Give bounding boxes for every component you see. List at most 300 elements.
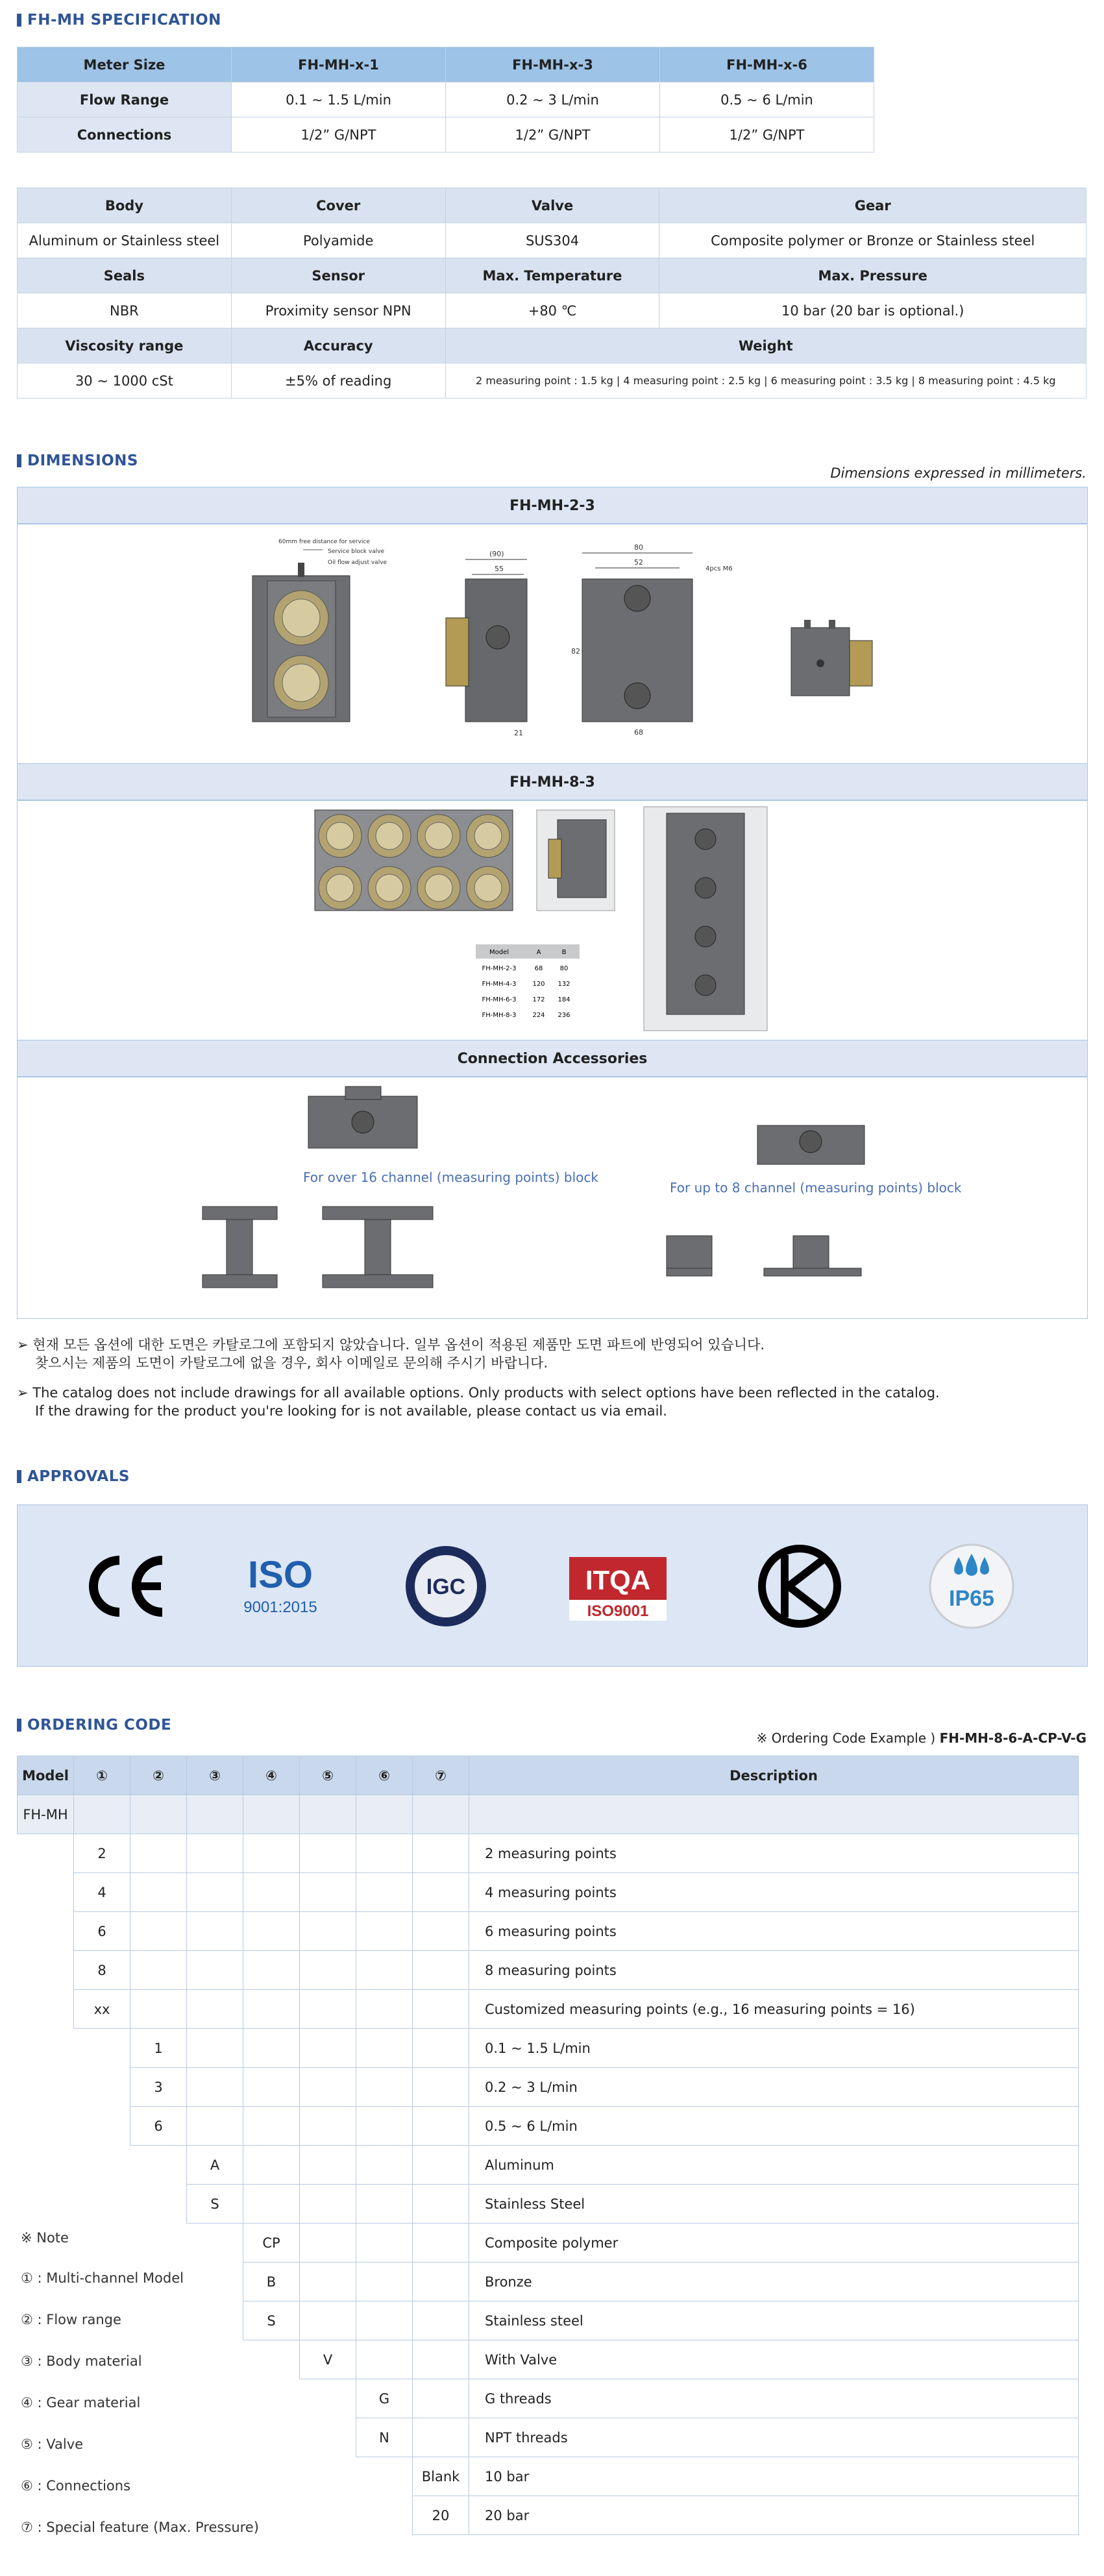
kc-mark-icon: [751, 1541, 848, 1632]
spacer-cell: [130, 2301, 187, 2340]
ce-mark-icon: [79, 1541, 177, 1632]
empty-cell: [243, 2146, 300, 2185]
option-code-cell: xx: [74, 1990, 130, 2029]
accuracy-value: ±5% of reading: [231, 363, 445, 399]
empty-cell: [243, 2107, 300, 2146]
model-column-header: Model: [18, 1756, 74, 1795]
port-hole: [695, 975, 716, 996]
option-code-cell: A: [187, 2146, 243, 2185]
dim-52: 52: [634, 558, 643, 567]
connections-x3: 1/2” G/NPT: [446, 117, 660, 153]
empty-cell: [356, 2068, 413, 2107]
panel-header-connection-accessories: Connection Accessories: [17, 1040, 1088, 1077]
empty-cell: [413, 2263, 469, 2301]
model-table-cell: 236: [558, 1012, 570, 1019]
section-bullet: [17, 454, 21, 467]
spacer-cell: [187, 2457, 243, 2496]
spec-title-text: FH-MH SPECIFICATION: [27, 12, 221, 29]
legend-text: : Connections: [32, 2478, 131, 2494]
empty-cell: [243, 1795, 300, 1834]
option-description-cell: NPT threads: [469, 2418, 1079, 2457]
empty-cell: [187, 2029, 243, 2068]
approvals-title-text: APPROVALS: [27, 1468, 130, 1485]
ordering-row: [18, 2029, 1079, 2068]
empty-cell: [300, 1951, 356, 1990]
empty-cell: [187, 1990, 243, 2029]
legend-item: [21, 2436, 83, 2452]
option-code-cell: 3: [130, 2068, 187, 2107]
empty-cell: [413, 2185, 469, 2224]
gear-value: Composite polymer or Bronze or Stainless steel: [659, 223, 1086, 258]
viscosity-value: 30 ~ 1000 cSt: [18, 363, 232, 399]
legend-text: : Special feature (Max. Pressure): [32, 2520, 259, 2535]
dim-55: 55: [495, 565, 504, 573]
spacer-cell: [356, 2496, 413, 2535]
option-code-cell: 1: [130, 2029, 187, 2068]
empty-cell: [243, 1873, 300, 1912]
flow-range-label: Flow Range: [18, 82, 232, 117]
option-column-header: ③: [187, 1756, 243, 1795]
model-table-cell: 172: [532, 996, 545, 1003]
model-x6-header: FH-MH-x-6: [660, 47, 874, 82]
approvals-section-title: [17, 1468, 130, 1485]
dim-4pcs-m6: 4pcs M6: [705, 565, 733, 572]
model-x3-header: FH-MH-x-3: [446, 47, 660, 82]
empty-cell: [300, 2224, 356, 2263]
flow-range-x1: 0.1 ~ 1.5 L/min: [232, 82, 446, 117]
gear-header: Gear: [659, 188, 1086, 223]
empty-cell: [243, 1834, 300, 1873]
dim-90: (90): [489, 550, 504, 558]
option-code-cell: Blank: [413, 2457, 469, 2496]
model-table-cell: FH-MH-2-3: [482, 965, 517, 972]
legend-item: [21, 2520, 259, 2535]
ordering-row: [18, 2418, 1079, 2457]
panel-header-fh-mh-8-3: FH-MH-8-3: [17, 763, 1088, 801]
dim-82: 82: [571, 647, 580, 656]
option-description-cell: 0.2 ~ 3 L/min: [469, 2068, 1079, 2107]
itqa-logo-subtext: ISO9001: [587, 1602, 649, 1620]
empty-cell: [356, 1873, 413, 1912]
option-description-cell: 0.5 ~ 6 L/min: [469, 2107, 1079, 2146]
note-ko-line1: 현재 모든 옵션에 대한 도면은 카탈로그에 포함되지 않았습니다. 일부 옵션이 적용된 제품만 도면 파트에 반영되어 있습니다.: [32, 1337, 765, 1353]
empty-cell: [130, 1834, 187, 1873]
acc-right-caption: For up to 8 channel (measuring points) block: [670, 1180, 962, 1196]
option-description-cell: G threads: [469, 2379, 1079, 2418]
option-code-cell: G: [356, 2379, 413, 2418]
model-table-cell: FH-MH-4-3: [482, 981, 517, 988]
dim-68: 68: [634, 728, 643, 737]
flow-range-x3: 0.2 ~ 3 L/min: [446, 82, 660, 117]
model-table-cell: 184: [558, 996, 570, 1003]
ordering-row: [18, 2457, 1079, 2496]
empty-cell: [413, 2340, 469, 2379]
spacer-cell: [187, 2301, 243, 2340]
model-table-cell: 120: [532, 981, 545, 988]
callout-service-valve: Service block valve: [328, 548, 385, 555]
empty-cell: [300, 2107, 356, 2146]
model-table-cell: FH-MH-6-3: [482, 996, 517, 1003]
ordering-example: [756, 1730, 1086, 1746]
spacer-cell: [18, 1873, 74, 1912]
option-code-cell: N: [356, 2418, 413, 2457]
spacer-cell: [187, 2418, 243, 2457]
spacer-cell: [18, 2029, 74, 2068]
spacer-cell: [74, 2029, 130, 2068]
ordering-row: [18, 2185, 1079, 2224]
model-table-cell: 80: [559, 965, 569, 972]
spacer-cell: [243, 2379, 300, 2418]
body-value: Aluminum or Stainless steel: [18, 223, 232, 258]
empty-cell: [300, 2068, 356, 2107]
viscosity-header: Viscosity range: [18, 328, 232, 363]
gear-window-inner: [326, 822, 354, 850]
callout-oil-flow-valve: Oil flow adjust valve: [328, 559, 387, 566]
port-hole: [695, 829, 716, 850]
port-hole: [695, 926, 716, 947]
model-table-cell: FH-MH-8-3: [482, 1012, 517, 1019]
spacer-cell: [74, 2224, 130, 2263]
ordering-example-code: FH-MH-8-6-A-CP-V-G: [939, 1730, 1086, 1746]
note-ko-line2: 찾으시는 제품의 도면이 카탈로그에 없을 경우, 회사 이메일로 문의해 주시기 바랍니다.: [35, 1355, 548, 1371]
empty-cell: [413, 2029, 469, 2068]
empty-cell: [413, 2224, 469, 2263]
empty-cell: [413, 1990, 469, 2029]
option-description-cell: Stainless steel: [469, 2301, 1079, 2340]
spacer-cell: [130, 2418, 187, 2457]
panel-header-fh-mh-2-3: FH-MH-2-3: [17, 487, 1088, 524]
valve-value: SUS304: [445, 223, 659, 258]
empty-cell: [413, 2146, 469, 2185]
empty-cell: [130, 1951, 187, 1990]
option-description-cell: 10 bar: [469, 2457, 1079, 2496]
iso-logo-subtext: 9001:2015: [243, 1599, 317, 1616]
ordering-row: [18, 2107, 1079, 2146]
empty-cell: [413, 1834, 469, 1873]
ordering-row: [18, 1990, 1079, 2029]
gear-window-inner: [474, 874, 502, 902]
cover-value: Polyamide: [231, 223, 445, 258]
model-table-cell: 132: [558, 981, 570, 988]
weight-value: 2 measuring point : 1.5 kg | 4 measuring point : 2.5 kg | 6 measuring point : 3.5 kg | 8 measuring point : 4.5 kg: [445, 363, 1086, 399]
empty-cell: [187, 1951, 243, 1990]
gear-window-inner: [326, 874, 354, 902]
note-english: [17, 1384, 940, 1420]
model-table-header-b: B: [561, 949, 567, 956]
spacer-cell: [18, 1912, 74, 1951]
callout-free-distance: 60mm free distance for service: [278, 539, 370, 545]
spacer-cell: [130, 2457, 187, 2496]
itqa-logo-text: ITQA: [585, 1565, 651, 1595]
option-code-cell: 8: [74, 1951, 130, 1990]
max-pressure-header: Max. Pressure: [659, 258, 1086, 293]
option-column-header: ①: [74, 1756, 130, 1795]
empty-cell: [356, 2146, 413, 2185]
spacer-cell: [187, 2340, 243, 2379]
option-column-header: ⑤: [300, 1756, 356, 1795]
empty-cell: [187, 1795, 243, 1834]
section-bullet: [17, 14, 21, 27]
legend-text: : Gear material: [32, 2395, 141, 2410]
note-korean: [17, 1336, 765, 1372]
spacer-cell: [18, 2068, 74, 2107]
option-description-cell: Aluminum: [469, 2146, 1079, 2185]
empty-cell: [413, 1912, 469, 1951]
empty-cell: [356, 2340, 413, 2379]
empty-cell: [300, 1795, 356, 1834]
spacer-cell: [300, 2457, 356, 2496]
legend-text: : Flow range: [32, 2312, 121, 2327]
note-en-line2: If the drawing for the product you're looking for is not available, please contact us via email.: [35, 1403, 667, 1419]
empty-cell: [300, 2301, 356, 2340]
max-temperature-header: Max. Temperature: [445, 258, 659, 293]
empty-cell: [243, 2068, 300, 2107]
empty-cell: [413, 1873, 469, 1912]
seals-header: Seals: [18, 258, 232, 293]
spacer-cell: [18, 2146, 74, 2185]
legend-item: [21, 2312, 121, 2327]
model-table-cell: 224: [532, 1012, 545, 1019]
model-cell: FH-MH: [18, 1795, 74, 1834]
section-bullet: [17, 1470, 21, 1483]
empty-cell: [187, 1912, 243, 1951]
spacer-cell: [300, 2418, 356, 2457]
empty-cell: [130, 1990, 187, 2029]
seals-value: NBR: [18, 293, 232, 328]
legend-text: : Valve: [32, 2436, 84, 2452]
empty-cell: [356, 1912, 413, 1951]
meter-size-header: Meter Size: [18, 47, 232, 82]
option-code-cell: S: [187, 2185, 243, 2224]
empty-cell: [413, 2379, 469, 2418]
model-table-cell: 68: [534, 965, 543, 972]
igc-logo-text: IGC: [426, 1575, 466, 1599]
empty-cell: [187, 1873, 243, 1912]
option-description-cell: 4 measuring points: [469, 1873, 1079, 1912]
spacer-cell: [187, 2224, 243, 2263]
empty-cell: [300, 2029, 356, 2068]
empty-cell: [300, 2263, 356, 2301]
ordering-section-title: [17, 1717, 171, 1734]
legend-number: ②: [21, 2312, 33, 2327]
approvals-panel: [17, 1504, 1088, 1667]
empty-cell: [300, 2185, 356, 2224]
legend-number: ①: [21, 2270, 33, 2286]
gear-window-inner: [425, 874, 452, 902]
ordering-row: [18, 2340, 1079, 2379]
option-column-header: ⑦: [413, 1756, 469, 1795]
legend-item: [21, 2478, 130, 2494]
empty-cell: [413, 2418, 469, 2457]
empty-cell: [356, 1795, 413, 1834]
option-code-cell: CP: [243, 2224, 300, 2263]
option-code-cell: 6: [130, 2107, 187, 2146]
spacer-cell: [74, 2185, 130, 2224]
iso-9001-2015-icon: [232, 1541, 329, 1632]
spacer-cell: [243, 2340, 300, 2379]
option-description-cell: 20 bar: [469, 2496, 1079, 2535]
option-description-cell: Customized measuring points (e.g., 16 measuring points = 16): [469, 1990, 1079, 2029]
empty-cell: [74, 1795, 130, 1834]
option-code-cell: V: [300, 2340, 356, 2379]
empty-cell: [243, 2029, 300, 2068]
ordering-row: [18, 1834, 1079, 1873]
ordering-row: [18, 2379, 1079, 2418]
empty-cell: [187, 2068, 243, 2107]
description-column-header: Description: [469, 1756, 1079, 1795]
ordering-row: [18, 2224, 1079, 2263]
spacer-cell: [130, 2185, 187, 2224]
connections-x1: 1/2” G/NPT: [232, 117, 446, 153]
legend-number: ⑥: [21, 2478, 33, 2494]
spacer-cell: [18, 1834, 74, 1873]
empty-cell: [413, 2068, 469, 2107]
weight-header: Weight: [445, 328, 1086, 363]
empty-cell: [130, 1795, 187, 1834]
empty-cell: [413, 2301, 469, 2340]
legend-title: ※ Note: [21, 2230, 69, 2246]
legend-number: ③: [21, 2353, 33, 2369]
material-spec-table: [17, 188, 1086, 399]
legend-number: ④: [21, 2395, 33, 2410]
option-code-cell: 2: [74, 1834, 130, 1873]
ordering-row: [18, 2068, 1079, 2107]
spacer-cell: [300, 2379, 356, 2418]
gear-window-inner: [474, 822, 502, 850]
empty-cell: [356, 1834, 413, 1873]
fh-mh-2-3-drawing: [18, 524, 1087, 764]
ip65-icon: [923, 1541, 1020, 1632]
spacer-cell: [243, 2457, 300, 2496]
legend-text: : Multi-channel Model: [32, 2270, 184, 2286]
dim-21: 21: [514, 729, 523, 737]
spacer-cell: [18, 1951, 74, 1990]
drawing-panel-fh-mh-2-3: [17, 523, 1088, 765]
max-pressure-value: 10 bar (20 bar is optional.): [659, 293, 1086, 328]
note-bullet-icon: ➢: [17, 1385, 33, 1401]
sensor-value: Proximity sensor NPN: [231, 293, 445, 328]
empty-cell: [187, 1834, 243, 1873]
model-x1-header: FH-MH-x-1: [232, 47, 446, 82]
empty-cell: [356, 2107, 413, 2146]
option-column-header: ④: [243, 1756, 300, 1795]
acc-left-caption: For over 16 channel (measuring points) block: [303, 1170, 598, 1185]
option-description-cell: 8 measuring points: [469, 1951, 1079, 1990]
option-code-cell: 4: [74, 1873, 130, 1912]
ordering-example-label: ※ Ordering Code Example ): [756, 1730, 936, 1746]
option-description-cell: With Valve: [469, 2340, 1079, 2379]
empty-cell: [243, 1990, 300, 2029]
empty-cell: [300, 1873, 356, 1912]
legend-text: : Body material: [32, 2353, 142, 2369]
fh-mh-8-3-drawing: [18, 800, 1087, 1040]
legend-number: ⑦: [21, 2520, 33, 2535]
igc-icon: [397, 1541, 495, 1632]
connections-x6: 1/2” G/NPT: [660, 117, 874, 153]
ip65-logo-text: IP65: [949, 1586, 994, 1611]
model-table-header-a: A: [536, 949, 541, 956]
legend-item: [21, 2395, 140, 2410]
ordering-row: [18, 1951, 1079, 1990]
empty-cell: [356, 1990, 413, 2029]
empty-cell: [413, 1951, 469, 1990]
empty-cell: [243, 1951, 300, 1990]
empty-cell: [300, 1912, 356, 1951]
body-header: Body: [18, 188, 232, 223]
iso-logo-text: ISO: [248, 1554, 313, 1596]
option-description-cell: Composite polymer: [469, 2224, 1079, 2263]
accuracy-header: Accuracy: [231, 328, 445, 363]
gear-window-inner: [376, 822, 403, 850]
empty-cell: [469, 1795, 1079, 1834]
option-column-header: ⑥: [356, 1756, 413, 1795]
ordering-row: [18, 1873, 1079, 1912]
dimensions-title-text: DIMENSIONS: [27, 452, 138, 469]
spacer-cell: [18, 1990, 74, 2029]
empty-cell: [413, 2107, 469, 2146]
legend-item: [21, 2353, 142, 2369]
option-code-cell: B: [243, 2263, 300, 2301]
spacer-cell: [74, 2107, 130, 2146]
spacer-cell: [356, 2457, 413, 2496]
option-description-cell: 2 measuring points: [469, 1834, 1079, 1873]
spacer-cell: [74, 2068, 130, 2107]
empty-cell: [300, 1990, 356, 2029]
empty-cell: [356, 2185, 413, 2224]
empty-cell: [356, 2029, 413, 2068]
model-table-header-model: Model: [489, 949, 509, 956]
empty-cell: [356, 2301, 413, 2340]
option-description-cell: Stainless Steel: [469, 2185, 1079, 2224]
spacer-cell: [18, 2107, 74, 2146]
option-code-cell: S: [243, 2301, 300, 2340]
spacer-cell: [187, 2263, 243, 2301]
cover-header: Cover: [231, 188, 445, 223]
dim-80: 80: [634, 543, 643, 552]
dimensions-section-title: [17, 452, 138, 469]
spec-section-title: [17, 12, 221, 29]
option-column-header: ②: [130, 1756, 187, 1795]
valve-header: Valve: [445, 188, 659, 223]
section-bullet: [17, 1719, 21, 1732]
meter-size-table: [17, 47, 874, 153]
spacer-cell: [18, 2185, 74, 2224]
option-description-cell: 0.1 ~ 1.5 L/min: [469, 2029, 1079, 2068]
spacer-cell: [243, 2418, 300, 2457]
gear-window-inner: [376, 874, 403, 902]
ordering-row: [18, 2146, 1079, 2185]
note-bullet-icon: ➢: [17, 1337, 33, 1353]
spacer-cell: [187, 2379, 243, 2418]
connection-accessories-drawing: [18, 1077, 1087, 1318]
ordering-title-text: ORDERING CODE: [27, 1717, 172, 1734]
empty-cell: [130, 1873, 187, 1912]
drawing-panel-connection-accessories: [17, 1076, 1088, 1319]
gear-window-inner: [425, 822, 452, 850]
port-hole: [695, 877, 716, 898]
empty-cell: [356, 1951, 413, 1990]
spacer-cell: [130, 2224, 187, 2263]
spacer-cell: [130, 2146, 187, 2185]
empty-cell: [243, 1912, 300, 1951]
drawing-panel-fh-mh-8-3: [17, 800, 1088, 1041]
empty-cell: [356, 2224, 413, 2263]
note-en-line1: The catalog does not include drawings for all available options. Only products with select options have been reflected in the catalog.: [32, 1385, 940, 1401]
legend-item: [21, 2270, 184, 2286]
option-code-cell: 20: [413, 2496, 469, 2535]
max-temperature-value: +80 ℃: [445, 293, 659, 328]
itqa-iso9001-icon: [569, 1541, 667, 1632]
